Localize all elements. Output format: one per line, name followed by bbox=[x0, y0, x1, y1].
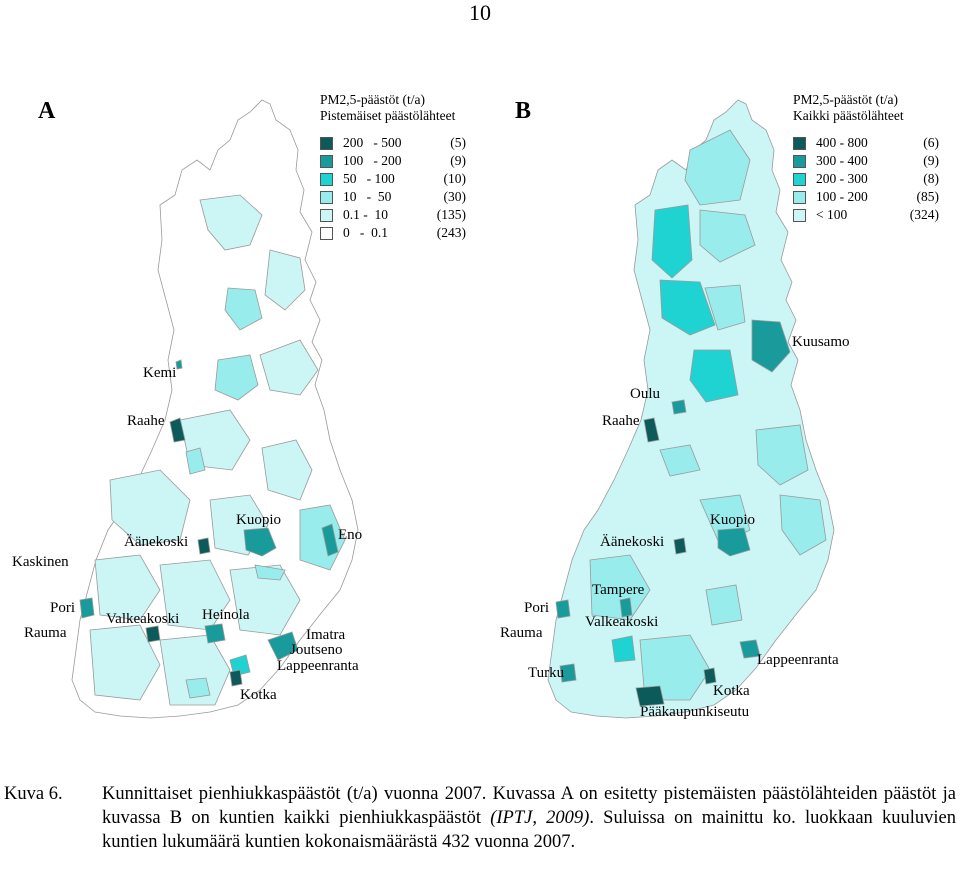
map-a-legend-swatch bbox=[320, 155, 333, 168]
map-a-legend-swatch bbox=[320, 137, 333, 150]
city-label-raahe: Raahe bbox=[127, 413, 165, 429]
city-label-kotka-b: Kotka bbox=[713, 683, 750, 699]
caption-text-2: . Suluissa on mainittu ko. luokkaan kuuluvien kuntien lukumäärä kuntien kokonaismäärästä 432 vuonna 2007. bbox=[102, 808, 956, 852]
map-a-legend-subtitle: Pistemäiset päästölähteet bbox=[320, 108, 456, 123]
map-b-region-darkest bbox=[704, 668, 716, 684]
city-label-pori: Pori bbox=[50, 600, 76, 616]
map-a-legend-count: (30) bbox=[443, 189, 466, 204]
city-label-oulu: Oulu bbox=[630, 386, 660, 402]
map-a-legend bbox=[320, 92, 466, 242]
caption-label: Kuva 6. bbox=[4, 784, 63, 804]
panel-b-letter: B bbox=[515, 98, 532, 124]
map-b-legend-range: 400 - 800 bbox=[816, 135, 868, 150]
map-b-legend bbox=[793, 92, 939, 224]
map-a-legend-range: 0 - 0.1 bbox=[343, 225, 388, 240]
city-label-paakaupunkiseutu: Pääkaupunkiseutu bbox=[640, 704, 750, 720]
city-label-tampere: Tampere bbox=[592, 582, 645, 598]
map-a-legend-range: 10 - 50 bbox=[343, 189, 392, 204]
map-b-region-darkest bbox=[636, 686, 664, 706]
map-a-legend-swatch bbox=[320, 191, 333, 204]
map-b-legend-row bbox=[793, 170, 939, 188]
map-a-legend-row bbox=[320, 188, 466, 206]
city-label-lappeenranta: Lappeenranta bbox=[277, 658, 359, 674]
map-b-legend-row bbox=[793, 152, 939, 170]
map-a-legend-range: 200 - 500 bbox=[343, 135, 402, 150]
figure-caption bbox=[4, 782, 956, 854]
city-label-joutseno: Joutseno bbox=[290, 642, 343, 658]
map-b-legend-count: (6) bbox=[923, 135, 939, 150]
city-label-kuopio: Kuopio bbox=[236, 512, 281, 528]
map-b-legend-count: (324) bbox=[909, 207, 939, 222]
map-a-legend-row bbox=[320, 206, 466, 224]
map-a-legend-row bbox=[320, 152, 466, 170]
map-b-legend-swatch bbox=[793, 173, 806, 186]
map-b-legend-range: 200 - 300 bbox=[816, 171, 868, 186]
map-b-legend-subtitle: Kaikki päästölähteet bbox=[793, 108, 904, 123]
map-a-legend-row bbox=[320, 224, 466, 242]
city-label-pori-b: Pori bbox=[524, 600, 550, 616]
map-b-legend-title: PM2,5-päästöt (t/a) bbox=[793, 92, 898, 107]
map-a-legend-swatch bbox=[320, 173, 333, 186]
map-b-legend-count: (85) bbox=[916, 189, 939, 204]
map-b-legend-swatch bbox=[793, 155, 806, 168]
map-a-legend-range: 0.1 - 10 bbox=[343, 207, 388, 222]
map-a-legend-swatch bbox=[320, 227, 333, 240]
city-label-turku: Turku bbox=[528, 665, 565, 681]
map-b-legend-swatch bbox=[793, 137, 806, 150]
map-a-legend-count: (10) bbox=[443, 171, 466, 186]
map-b-legend-swatch bbox=[793, 191, 806, 204]
caption-body bbox=[102, 782, 956, 854]
map-a-legend-swatch bbox=[320, 209, 333, 222]
city-label-imatra: Imatra bbox=[306, 627, 346, 643]
map-b-region-darkest bbox=[674, 538, 686, 554]
map-b-legend-row bbox=[793, 188, 939, 206]
map-b-legend-count: (8) bbox=[923, 171, 939, 186]
city-label-valkeakoski-b: Valkeakoski bbox=[585, 614, 659, 630]
city-label-lappeenranta-b: Lappeenranta bbox=[757, 652, 839, 668]
city-label-kemi: Kemi bbox=[143, 365, 177, 381]
map-b-region bbox=[612, 636, 635, 662]
city-label-rauma: Rauma bbox=[24, 625, 67, 641]
map-b-legend-range: 300 - 400 bbox=[816, 153, 868, 168]
map-a-legend-count: (5) bbox=[450, 135, 466, 150]
city-label-aanekoski-b: Äänekoski bbox=[600, 534, 665, 550]
page-number: 10 bbox=[469, 0, 491, 25]
city-label-kuopio-b: Kuopio bbox=[710, 512, 755, 528]
city-label-kaskinen: Kaskinen bbox=[12, 554, 69, 570]
city-label-raahe-b: Raahe bbox=[602, 413, 640, 429]
city-label-kuusamo: Kuusamo bbox=[792, 334, 850, 350]
map-b-legend-count: (9) bbox=[923, 153, 939, 168]
map-a-legend-title: PM2,5-päästöt (t/a) bbox=[320, 92, 425, 107]
map-b-legend-range: 100 - 200 bbox=[816, 189, 868, 204]
map-a-legend-count: (135) bbox=[436, 207, 466, 222]
map-b-legend-swatch bbox=[793, 209, 806, 222]
map-a-legend-row bbox=[320, 134, 466, 152]
map-b-region-dark bbox=[556, 600, 570, 618]
map-b-region bbox=[706, 585, 742, 625]
map-b-legend-row bbox=[793, 134, 939, 152]
map-b-legend-range: < 100 bbox=[816, 207, 848, 222]
map-a-legend-range: 50 - 100 bbox=[343, 171, 395, 186]
map-a-legend-row bbox=[320, 170, 466, 188]
map-a-legend-range: 100 - 200 bbox=[343, 153, 402, 168]
caption-citation: (IPTJ, 2009) bbox=[490, 808, 590, 828]
map-a-legend-count: (9) bbox=[450, 153, 466, 168]
city-label-aanekoski: Äänekoski bbox=[124, 534, 189, 550]
city-label-eno: Eno bbox=[338, 527, 363, 543]
map-b-region-dark bbox=[672, 400, 686, 414]
city-label-kotka: Kotka bbox=[240, 687, 277, 703]
panel-a-letter: A bbox=[38, 98, 56, 124]
city-label-rauma-b: Rauma bbox=[500, 625, 543, 641]
city-label-valkeakoski: Valkeakoski bbox=[106, 611, 180, 627]
map-b-legend-row bbox=[793, 206, 939, 224]
city-label-heinola: Heinola bbox=[202, 607, 250, 623]
caption-text-1: Kunnittaiset pienhiukkaspäästöt (t/a) vuonna 2007. Kuvassa A on esitetty pistemäisten päästölähteiden päästöt ja kuvassa B on kuntien kaikki pienhiukkaspäästöt bbox=[102, 784, 956, 828]
map-a-legend-count: (243) bbox=[436, 225, 466, 240]
